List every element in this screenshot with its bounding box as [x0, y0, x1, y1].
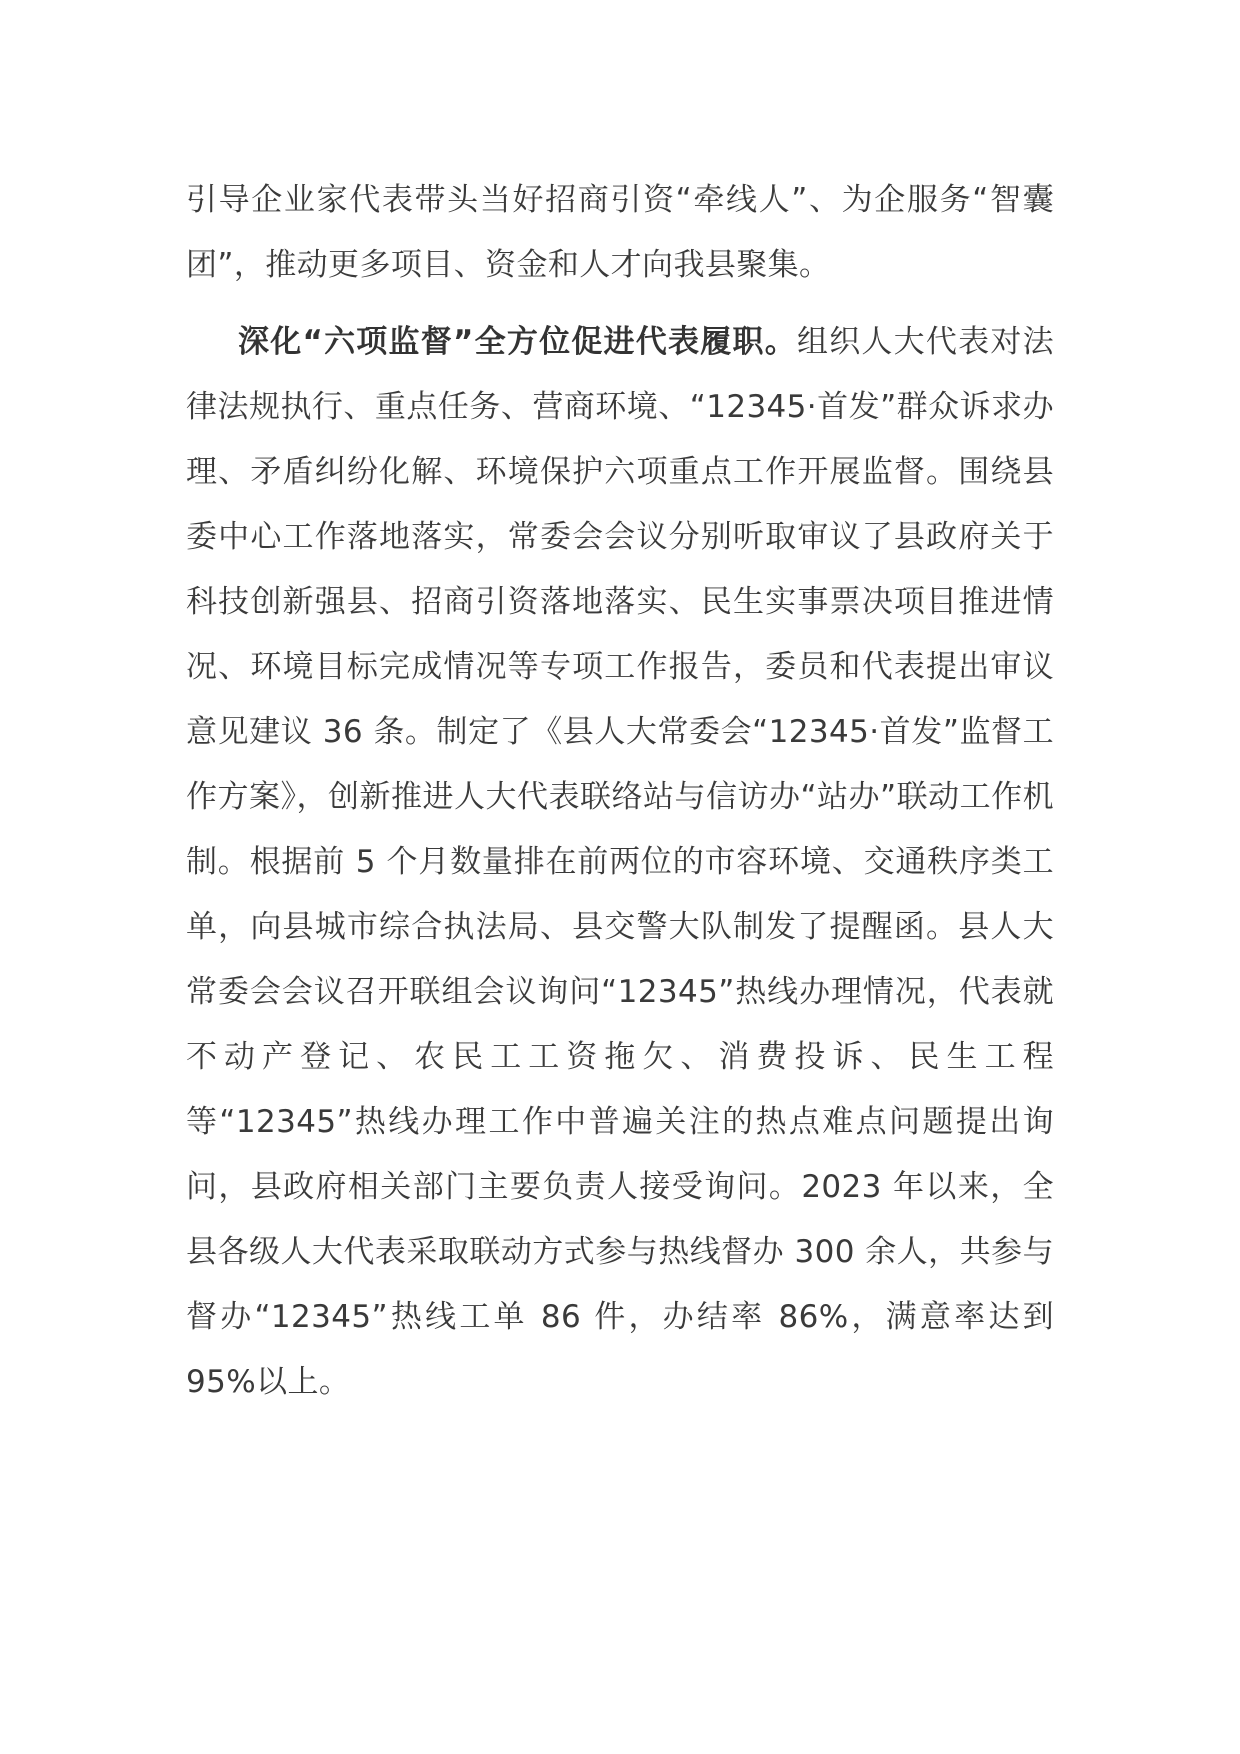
- paragraph-continuation: [186, 168, 1054, 298]
- paragraph-text: 组织人大代表对法律法规执行、重点任务、营商环境、“12345·首发”群众诉求办理、矛盾纠纷化解、环境保护六项重点工作开展监督。围绕县委中心工作落地落实，常委会会议分别听取审议了县政府关于科技创新强县、招商引资落地落实、民生实事票决项目推进情况、环境目标完成情况等专项工作报告，委员和代表提出审议意见建议 36 条。制定了《县人大常委会“12345·首发”监督工作方案》，创新推进人大代表联络站与信访办“站办”联动工作机制。根据前 5 个月数量排在前两位的市容环境、交通秩序类工单，向县城市综合执法局、县交警大队制发了提醒函。县人大常委会会议召开联组会议询问“12345”热线办理情况，代表就不动产登记、农民工工资拖欠、消费投诉、民生工程等“12345”热线办理工作中普遍关注的热点难点问题提出询问，县政府相关部门主要负责人接受询问。2023 年以来，全县各级人大代表采取联动方式参与热线督办 300 余人，共参与督办“12345”热线工单 86 件，办结率 86%，满意率达到 95%以上。: [186, 324, 1055, 1400]
- document-body: [186, 168, 1054, 1415]
- paragraph-text: 引导企业家代表带头当好招商引资“牵线人”、为企服务“智囊团”，推动更多项目、资金和人才向我县聚集。: [186, 182, 1054, 283]
- paragraph-lead-heading: 深化“六项监督”全方位促进代表履职。: [238, 324, 797, 360]
- paragraph-supervision: [186, 310, 1054, 1415]
